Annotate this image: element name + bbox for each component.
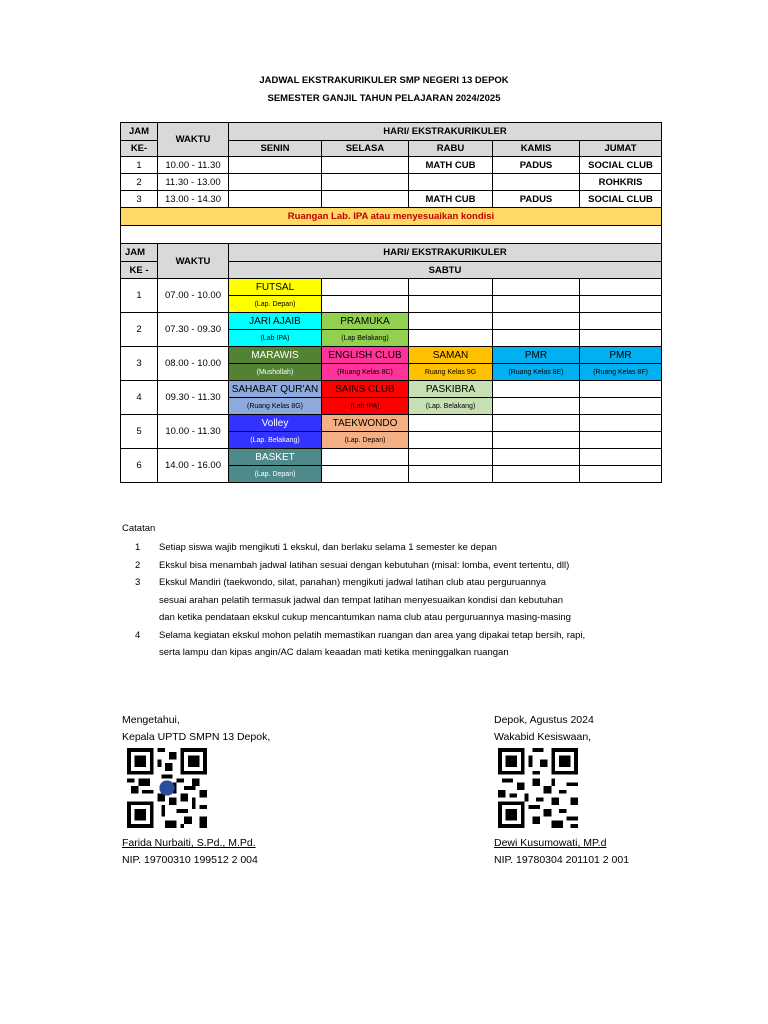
table-row <box>121 449 662 466</box>
empty-cell <box>493 296 580 313</box>
activity-name: PMR <box>580 347 662 364</box>
activity-name: MARAWIS <box>229 347 322 364</box>
spacer-row <box>121 226 662 244</box>
jam-header: JAM <box>121 244 158 262</box>
activity-cell: ROHKRIS <box>580 174 662 191</box>
activity-location: (Lap. Depan) <box>229 296 322 313</box>
jam-ke-cell: 2 <box>121 313 158 347</box>
activity-cell <box>322 174 409 191</box>
activity-location: (Lap. Depan) <box>322 432 409 449</box>
day-header-kamis: KAMIS <box>493 141 580 157</box>
waktu-cell: 07.00 - 10.00 <box>158 279 229 313</box>
activity-location: (Lab IPA) <box>322 398 409 415</box>
activity-name: FUTSAL <box>229 279 322 296</box>
table-row <box>121 157 662 174</box>
activity-location: (Ruang Kelas 8C) <box>322 364 409 381</box>
activity-name: SAMAN <box>409 347 493 364</box>
empty-cell <box>493 279 580 296</box>
activity-location: (Lap. Belakang) <box>409 398 493 415</box>
activity-location: (Ruang Kelas 8F) <box>580 364 662 381</box>
activity-cell: PADUS <box>493 191 580 208</box>
qr-code-icon <box>498 748 578 828</box>
jam-ke-cell: 4 <box>121 381 158 415</box>
activity-location: (Lap. Depan) <box>229 466 322 483</box>
activity-cell: PADUS <box>493 157 580 174</box>
waktu-header: WAKTU <box>158 123 229 157</box>
empty-cell <box>493 466 580 483</box>
empty-cell <box>322 466 409 483</box>
note-number: 2 <box>135 559 141 571</box>
note-number: 1 <box>135 542 141 553</box>
jam-ke-cell: 1 <box>121 279 158 313</box>
empty-cell <box>322 449 409 466</box>
table-row <box>121 279 662 296</box>
empty-cell <box>322 296 409 313</box>
empty-cell <box>580 279 662 296</box>
hari-header: HARI/ EKSTRAKURIKULER <box>229 123 662 141</box>
day-header-senin: SENIN <box>229 141 322 157</box>
note-text: Ekskul bisa menambah jadwal latihan sesuai dengan kebutuhan (misal: lomba, event tertentu, dll) <box>159 559 570 571</box>
jam-ke-cell: 3 <box>121 347 158 381</box>
right-sign-line1: Depok, Agustus 2024 <box>494 714 594 726</box>
empty-cell <box>580 415 662 432</box>
right-signer-name: Dewi Kusumowati, MP.d <box>494 837 607 849</box>
jam-ke-cell: 3 <box>121 191 158 208</box>
empty-cell <box>322 279 409 296</box>
activity-cell <box>409 174 493 191</box>
table-row <box>121 415 662 432</box>
activity-name: Volley <box>229 415 322 432</box>
activity-name: JARI AJAIB <box>229 313 322 330</box>
activity-cell <box>322 191 409 208</box>
waktu-cell: 11.30 - 13.00 <box>158 174 229 191</box>
empty-cell <box>493 449 580 466</box>
activity-location: (Ruang Kelas 8E) <box>493 364 580 381</box>
right-signer-nip: NIP. 19780304 201101 2 001 <box>494 854 630 866</box>
table-row <box>121 381 662 398</box>
empty-cell <box>409 279 493 296</box>
activity-location: Ruang Kelas 9G <box>409 364 493 381</box>
activity-cell <box>229 191 322 208</box>
waktu-cell: 09.30 - 11.30 <box>158 381 229 415</box>
waktu-cell: 07.30 - 09.30 <box>158 313 229 347</box>
empty-cell <box>409 466 493 483</box>
left-sign-line2: Kepala UPTD SMPN 13 Depok, <box>122 731 271 743</box>
schedule-table-weekdays <box>120 122 662 244</box>
activity-name: BASKET <box>229 449 322 466</box>
activity-cell <box>493 174 580 191</box>
table-row <box>121 347 662 364</box>
note-number: 4 <box>135 629 141 641</box>
empty-cell <box>409 449 493 466</box>
waktu-cell: 08.00 - 10.00 <box>158 347 229 381</box>
room-note: Ruangan Lab. IPA atau menyesuaikan kondisi <box>121 208 662 226</box>
empty-cell <box>409 330 493 347</box>
waktu-cell: 13.00 - 14.30 <box>158 191 229 208</box>
jam-ke-cell: 6 <box>121 449 158 483</box>
empty-cell <box>580 330 662 347</box>
empty-cell <box>580 432 662 449</box>
note-text: serta lampu dan kipas angin/AC dalam keaadan mati ketika meninggalkan ruangan <box>159 647 509 658</box>
empty-cell <box>493 398 580 415</box>
note-text: Selama kegiatan ekskul mohon pelatih memastikan ruangan dan area yang dipakai tetap bersih, rapi, <box>159 629 586 641</box>
activity-location: (Lap Belakang) <box>322 330 409 347</box>
ke-header: KE- <box>121 141 158 157</box>
table-row <box>121 191 662 208</box>
activity-cell <box>322 157 409 174</box>
empty-cell <box>409 313 493 330</box>
note-text: sesuai arahan pelatih termasuk jadwal dan tempat latihan menyesuaikan kondisi dan kebutuhan <box>159 594 564 606</box>
activity-name: SAHABAT QUR'AN <box>229 381 322 398</box>
day-header-jumat: JUMAT <box>580 141 662 157</box>
activity-location: (Lab IPA) <box>229 330 322 347</box>
jam-ke-cell: 2 <box>121 174 158 191</box>
left-sign-line1: Mengetahui, <box>122 714 180 726</box>
activity-cell <box>229 174 322 191</box>
activity-name: PRAMUKA <box>322 313 409 330</box>
waktu-cell: 10.00 - 11.30 <box>158 157 229 174</box>
ke-header: KE - <box>121 262 158 279</box>
empty-cell <box>493 330 580 347</box>
empty-cell <box>493 313 580 330</box>
activity-name: ENGLISH CLUB <box>322 347 409 364</box>
empty-cell <box>493 415 580 432</box>
activity-cell: SOCIAL CLUB <box>580 157 662 174</box>
doc-subtitle: SEMESTER GANJIL TAHUN PELAJARAN 2024/2025 <box>267 93 501 104</box>
activity-name: PMR <box>493 347 580 364</box>
left-signer-nip: NIP. 19700310 199512 2 004 <box>122 854 258 866</box>
waktu-cell: 10.00 - 11.30 <box>158 415 229 449</box>
note-text: Ekskul Mandiri (taekwondo, silat, panahan) mengikuti jadwal latihan club atau perguruannya <box>159 577 547 588</box>
activity-location: (Lap. Belakang) <box>229 432 322 449</box>
jam-header: JAM <box>121 123 158 141</box>
empty-cell <box>409 432 493 449</box>
activity-name: SAINS CLUB <box>322 381 409 398</box>
day-header-rabu: RABU <box>409 141 493 157</box>
empty-cell <box>580 381 662 398</box>
empty-cell <box>493 432 580 449</box>
empty-cell <box>409 296 493 313</box>
activity-cell: SOCIAL CLUB <box>580 191 662 208</box>
activity-location: (Ruang Kelas 8G) <box>229 398 322 415</box>
jam-ke-cell: 1 <box>121 157 158 174</box>
day-header-sabtu: SABTU <box>229 262 662 279</box>
note-text: dan ketika pendataan ekskul cukup mencantumkan nama club atau perguruannya masing-masing <box>159 612 571 623</box>
jam-ke-cell: 5 <box>121 415 158 449</box>
empty-cell <box>580 296 662 313</box>
empty-cell <box>493 381 580 398</box>
empty-cell <box>580 449 662 466</box>
left-signer-name: Farida Nurbaiti, S.Pd., M.Pd. <box>122 837 256 849</box>
day-header-selasa: SELASA <box>322 141 409 157</box>
table-row <box>121 174 662 191</box>
note-number: 3 <box>135 577 141 588</box>
right-sign-line2: Wakabid Kesiswaan, <box>494 731 592 743</box>
schedule-table-saturday <box>120 243 662 483</box>
note-text: Setiap siswa wajib mengikuti 1 ekskul, dan berlaku selama 1 semester ke depan <box>159 542 497 553</box>
doc-title: JADWAL EKSTRAKURIKULER SMP NEGERI 13 DEPOK <box>259 75 509 86</box>
activity-cell <box>229 157 322 174</box>
activity-location: (Mushollah) <box>229 364 322 381</box>
activity-name: PASKIBRA <box>409 381 493 398</box>
hari-header: HARI/ EKSTRAKURIKULER <box>229 244 662 262</box>
qr-code-icon <box>127 748 207 828</box>
empty-cell <box>409 415 493 432</box>
empty-cell <box>580 313 662 330</box>
waktu-header: WAKTU <box>158 244 229 279</box>
empty-cell <box>580 398 662 415</box>
activity-name: TAEKWONDO <box>322 415 409 432</box>
activity-cell: MATH CUB <box>409 191 493 208</box>
waktu-cell: 14.00 - 16.00 <box>158 449 229 483</box>
table-row <box>121 313 662 330</box>
activity-cell: MATH CUB <box>409 157 493 174</box>
empty-cell <box>580 466 662 483</box>
notes-heading: Catatan <box>122 523 156 534</box>
